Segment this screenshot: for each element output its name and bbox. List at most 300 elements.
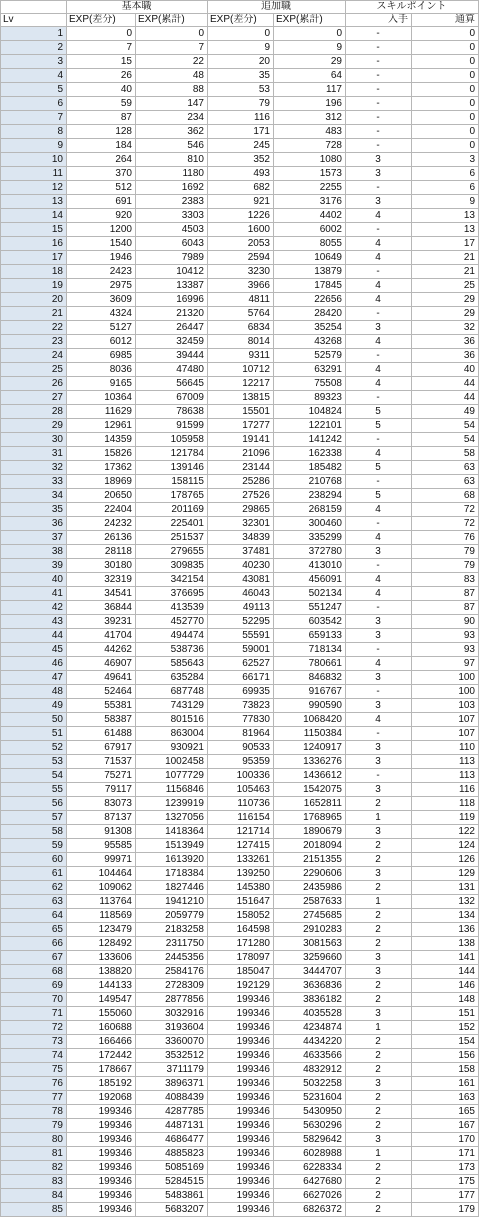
cell-basic-exp-total[interactable]: 5483861 — [136, 1189, 208, 1203]
cell-basic-exp-diff[interactable]: 87 — [67, 111, 136, 125]
cell-lv[interactable]: 20 — [1, 293, 67, 307]
cell-additional-exp-total[interactable]: 1768965 — [274, 811, 346, 825]
cell-basic-exp-total[interactable]: 251537 — [136, 531, 208, 545]
cell-skill-cumulative[interactable]: 93 — [412, 643, 479, 657]
cell-basic-exp-diff[interactable]: 12961 — [67, 419, 136, 433]
header-skill-obtain[interactable]: 入手 — [346, 14, 412, 27]
cell-basic-exp-total[interactable]: 1692 — [136, 181, 208, 195]
cell-skill-obtain[interactable]: 2 — [346, 1035, 412, 1049]
cell-additional-exp-diff[interactable]: 43081 — [208, 573, 274, 587]
cell-skill-cumulative[interactable]: 163 — [412, 1091, 479, 1105]
cell-basic-exp-total[interactable]: 5683207 — [136, 1203, 208, 1217]
cell-additional-exp-diff[interactable]: 1226 — [208, 209, 274, 223]
cell-skill-cumulative[interactable]: 13 — [412, 223, 479, 237]
cell-basic-exp-diff[interactable]: 192068 — [67, 1091, 136, 1105]
cell-skill-cumulative[interactable]: 170 — [412, 1133, 479, 1147]
cell-lv[interactable]: 30 — [1, 433, 67, 447]
cell-additional-exp-total[interactable]: 372780 — [274, 545, 346, 559]
cell-basic-exp-diff[interactable]: 1946 — [67, 251, 136, 265]
cell-skill-obtain[interactable]: 4 — [346, 531, 412, 545]
cell-additional-exp-diff[interactable]: 17277 — [208, 419, 274, 433]
cell-basic-exp-total[interactable]: 88 — [136, 83, 208, 97]
cell-additional-exp-diff[interactable]: 100336 — [208, 769, 274, 783]
cell-basic-exp-diff[interactable]: 199346 — [67, 1105, 136, 1119]
cell-basic-exp-total[interactable]: 3360070 — [136, 1035, 208, 1049]
cell-additional-exp-total[interactable]: 4434220 — [274, 1035, 346, 1049]
cell-skill-obtain[interactable]: 3 — [346, 867, 412, 881]
cell-lv[interactable]: 50 — [1, 713, 67, 727]
cell-basic-exp-total[interactable]: 2059779 — [136, 909, 208, 923]
cell-lv[interactable]: 73 — [1, 1035, 67, 1049]
cell-skill-obtain[interactable]: 4 — [346, 279, 412, 293]
cell-lv[interactable]: 45 — [1, 643, 67, 657]
cell-additional-exp-diff[interactable]: 199346 — [208, 1189, 274, 1203]
cell-additional-exp-diff[interactable]: 116 — [208, 111, 274, 125]
cell-skill-obtain[interactable]: 4 — [346, 587, 412, 601]
cell-additional-exp-total[interactable]: 22656 — [274, 293, 346, 307]
cell-lv[interactable]: 10 — [1, 153, 67, 167]
cell-basic-exp-diff[interactable]: 11629 — [67, 405, 136, 419]
cell-skill-cumulative[interactable]: 63 — [412, 475, 479, 489]
cell-skill-cumulative[interactable]: 54 — [412, 433, 479, 447]
cell-basic-exp-total[interactable]: 376695 — [136, 587, 208, 601]
cell-additional-exp-total[interactable]: 4234874 — [274, 1021, 346, 1035]
cell-lv[interactable]: 25 — [1, 363, 67, 377]
cell-additional-exp-total[interactable]: 1336276 — [274, 755, 346, 769]
cell-skill-cumulative[interactable]: 0 — [412, 125, 479, 139]
cell-skill-obtain[interactable]: 4 — [346, 657, 412, 671]
cell-skill-obtain[interactable]: 2 — [346, 1161, 412, 1175]
cell-skill-obtain[interactable]: 3 — [346, 153, 412, 167]
cell-basic-exp-total[interactable]: 1239919 — [136, 797, 208, 811]
cell-skill-obtain[interactable]: - — [346, 111, 412, 125]
cell-skill-cumulative[interactable]: 119 — [412, 811, 479, 825]
cell-basic-exp-diff[interactable]: 199346 — [67, 1203, 136, 1217]
cell-basic-exp-diff[interactable]: 18969 — [67, 475, 136, 489]
cell-basic-exp-diff[interactable]: 52464 — [67, 685, 136, 699]
cell-skill-obtain[interactable]: 4 — [346, 293, 412, 307]
cell-skill-cumulative[interactable]: 54 — [412, 419, 479, 433]
cell-basic-exp-total[interactable]: 863004 — [136, 727, 208, 741]
cell-skill-cumulative[interactable]: 148 — [412, 993, 479, 1007]
cell-additional-exp-total[interactable]: 2018094 — [274, 839, 346, 853]
cell-basic-exp-diff[interactable]: 49641 — [67, 671, 136, 685]
cell-basic-exp-total[interactable]: 2584176 — [136, 965, 208, 979]
header-additional-exp-total[interactable]: EXP(累計) — [274, 14, 346, 27]
cell-skill-cumulative[interactable]: 118 — [412, 797, 479, 811]
cell-additional-exp-diff[interactable]: 29865 — [208, 503, 274, 517]
cell-basic-exp-diff[interactable]: 178667 — [67, 1063, 136, 1077]
cell-basic-exp-total[interactable]: 4287785 — [136, 1105, 208, 1119]
cell-additional-exp-total[interactable]: 659133 — [274, 629, 346, 643]
cell-additional-exp-diff[interactable]: 145380 — [208, 881, 274, 895]
cell-skill-obtain[interactable]: 1 — [346, 1147, 412, 1161]
cell-additional-exp-total[interactable]: 990590 — [274, 699, 346, 713]
cell-basic-exp-diff[interactable]: 199346 — [67, 1189, 136, 1203]
cell-lv[interactable]: 8 — [1, 125, 67, 139]
cell-basic-exp-diff[interactable]: 185192 — [67, 1077, 136, 1091]
cell-skill-obtain[interactable]: 3 — [346, 965, 412, 979]
cell-basic-exp-diff[interactable]: 79117 — [67, 783, 136, 797]
cell-basic-exp-diff[interactable]: 9165 — [67, 377, 136, 391]
cell-skill-cumulative[interactable]: 134 — [412, 909, 479, 923]
cell-skill-cumulative[interactable]: 0 — [412, 69, 479, 83]
cell-basic-exp-total[interactable]: 3532512 — [136, 1049, 208, 1063]
cell-additional-exp-total[interactable]: 89323 — [274, 391, 346, 405]
cell-lv[interactable]: 19 — [1, 279, 67, 293]
cell-basic-exp-diff[interactable]: 199346 — [67, 1161, 136, 1175]
cell-additional-exp-total[interactable]: 1652811 — [274, 797, 346, 811]
cell-basic-exp-total[interactable]: 5284515 — [136, 1175, 208, 1189]
cell-additional-exp-diff[interactable]: 121714 — [208, 825, 274, 839]
cell-basic-exp-diff[interactable]: 26 — [67, 69, 136, 83]
cell-additional-exp-total[interactable]: 551247 — [274, 601, 346, 615]
cell-skill-cumulative[interactable]: 110 — [412, 741, 479, 755]
cell-basic-exp-total[interactable]: 1077729 — [136, 769, 208, 783]
cell-lv[interactable]: 35 — [1, 503, 67, 517]
cell-additional-exp-diff[interactable]: 34839 — [208, 531, 274, 545]
cell-basic-exp-diff[interactable]: 3609 — [67, 293, 136, 307]
cell-basic-exp-total[interactable]: 91599 — [136, 419, 208, 433]
cell-basic-exp-total[interactable]: 201169 — [136, 503, 208, 517]
cell-skill-cumulative[interactable]: 124 — [412, 839, 479, 853]
cell-skill-obtain[interactable]: - — [346, 727, 412, 741]
cell-additional-exp-diff[interactable]: 199346 — [208, 1091, 274, 1105]
cell-additional-exp-diff[interactable]: 921 — [208, 195, 274, 209]
cell-basic-exp-total[interactable]: 801516 — [136, 713, 208, 727]
cell-basic-exp-diff[interactable]: 160688 — [67, 1021, 136, 1035]
cell-additional-exp-diff[interactable]: 1600 — [208, 223, 274, 237]
cell-additional-exp-diff[interactable]: 79 — [208, 97, 274, 111]
cell-additional-exp-total[interactable]: 3259660 — [274, 951, 346, 965]
cell-basic-exp-total[interactable]: 413539 — [136, 601, 208, 615]
cell-basic-exp-total[interactable]: 47480 — [136, 363, 208, 377]
cell-basic-exp-total[interactable]: 105958 — [136, 433, 208, 447]
cell-additional-exp-diff[interactable]: 37481 — [208, 545, 274, 559]
cell-additional-exp-total[interactable]: 17845 — [274, 279, 346, 293]
cell-additional-exp-diff[interactable]: 171280 — [208, 937, 274, 951]
cell-basic-exp-total[interactable]: 78638 — [136, 405, 208, 419]
cell-additional-exp-total[interactable]: 1150384 — [274, 727, 346, 741]
cell-basic-exp-total[interactable]: 147 — [136, 97, 208, 111]
cell-additional-exp-diff[interactable]: 35 — [208, 69, 274, 83]
cell-basic-exp-diff[interactable]: 0 — [67, 27, 136, 41]
cell-basic-exp-diff[interactable]: 26136 — [67, 531, 136, 545]
cell-lv[interactable]: 32 — [1, 461, 67, 475]
header-corner[interactable] — [1, 1, 67, 14]
cell-basic-exp-diff[interactable]: 2423 — [67, 265, 136, 279]
cell-basic-exp-total[interactable]: 225401 — [136, 517, 208, 531]
cell-basic-exp-diff[interactable]: 95585 — [67, 839, 136, 853]
cell-additional-exp-total[interactable]: 141242 — [274, 433, 346, 447]
cell-additional-exp-diff[interactable]: 199346 — [208, 1161, 274, 1175]
cell-additional-exp-diff[interactable]: 185047 — [208, 965, 274, 979]
cell-additional-exp-total[interactable]: 413010 — [274, 559, 346, 573]
cell-basic-exp-total[interactable]: 2311750 — [136, 937, 208, 951]
cell-basic-exp-total[interactable]: 4487131 — [136, 1119, 208, 1133]
header-group-basic[interactable]: 基本職 — [67, 1, 208, 14]
cell-additional-exp-diff[interactable]: 13815 — [208, 391, 274, 405]
cell-basic-exp-total[interactable]: 1156846 — [136, 783, 208, 797]
cell-lv[interactable]: 22 — [1, 321, 67, 335]
cell-lv[interactable]: 42 — [1, 601, 67, 615]
cell-basic-exp-total[interactable]: 1327056 — [136, 811, 208, 825]
cell-skill-cumulative[interactable]: 0 — [412, 83, 479, 97]
cell-additional-exp-diff[interactable]: 2594 — [208, 251, 274, 265]
cell-additional-exp-total[interactable]: 185482 — [274, 461, 346, 475]
cell-lv[interactable]: 44 — [1, 629, 67, 643]
cell-additional-exp-diff[interactable]: 116154 — [208, 811, 274, 825]
cell-skill-obtain[interactable]: 2 — [346, 937, 412, 951]
cell-skill-cumulative[interactable]: 29 — [412, 293, 479, 307]
cell-skill-obtain[interactable]: 2 — [346, 1203, 412, 1217]
cell-skill-cumulative[interactable]: 6 — [412, 167, 479, 181]
cell-basic-exp-diff[interactable]: 87137 — [67, 811, 136, 825]
cell-basic-exp-diff[interactable]: 123479 — [67, 923, 136, 937]
cell-basic-exp-diff[interactable]: 6012 — [67, 335, 136, 349]
cell-additional-exp-diff[interactable]: 52295 — [208, 615, 274, 629]
cell-additional-exp-total[interactable]: 10649 — [274, 251, 346, 265]
cell-basic-exp-diff[interactable]: 199346 — [67, 1147, 136, 1161]
cell-lv[interactable]: 4 — [1, 69, 67, 83]
cell-lv[interactable]: 47 — [1, 671, 67, 685]
cell-skill-obtain[interactable]: 5 — [346, 461, 412, 475]
cell-skill-cumulative[interactable]: 21 — [412, 251, 479, 265]
cell-additional-exp-diff[interactable]: 9 — [208, 41, 274, 55]
cell-additional-exp-total[interactable]: 6228334 — [274, 1161, 346, 1175]
cell-basic-exp-diff[interactable]: 59 — [67, 97, 136, 111]
cell-skill-obtain[interactable]: 2 — [346, 839, 412, 853]
cell-additional-exp-total[interactable]: 728 — [274, 139, 346, 153]
cell-basic-exp-diff[interactable]: 41704 — [67, 629, 136, 643]
cell-basic-exp-total[interactable]: 1180 — [136, 167, 208, 181]
cell-skill-obtain[interactable]: - — [346, 685, 412, 699]
cell-skill-cumulative[interactable]: 107 — [412, 727, 479, 741]
cell-additional-exp-diff[interactable]: 55591 — [208, 629, 274, 643]
cell-basic-exp-diff[interactable]: 172442 — [67, 1049, 136, 1063]
cell-additional-exp-total[interactable]: 5032258 — [274, 1077, 346, 1091]
cell-additional-exp-total[interactable]: 335299 — [274, 531, 346, 545]
cell-additional-exp-total[interactable]: 43268 — [274, 335, 346, 349]
cell-lv[interactable]: 34 — [1, 489, 67, 503]
cell-basic-exp-total[interactable]: 22 — [136, 55, 208, 69]
cell-skill-cumulative[interactable]: 36 — [412, 335, 479, 349]
cell-additional-exp-diff[interactable]: 199346 — [208, 1049, 274, 1063]
cell-additional-exp-diff[interactable]: 95359 — [208, 755, 274, 769]
cell-additional-exp-diff[interactable]: 164598 — [208, 923, 274, 937]
cell-additional-exp-diff[interactable]: 199346 — [208, 1147, 274, 1161]
cell-additional-exp-total[interactable]: 312 — [274, 111, 346, 125]
cell-basic-exp-total[interactable]: 585643 — [136, 657, 208, 671]
cell-lv[interactable]: 27 — [1, 391, 67, 405]
cell-basic-exp-total[interactable]: 362 — [136, 125, 208, 139]
cell-additional-exp-total[interactable]: 718134 — [274, 643, 346, 657]
cell-basic-exp-total[interactable]: 546 — [136, 139, 208, 153]
cell-basic-exp-diff[interactable]: 75271 — [67, 769, 136, 783]
cell-additional-exp-diff[interactable]: 66171 — [208, 671, 274, 685]
cell-lv[interactable]: 65 — [1, 923, 67, 937]
cell-basic-exp-total[interactable]: 26447 — [136, 321, 208, 335]
cell-additional-exp-total[interactable]: 780661 — [274, 657, 346, 671]
cell-basic-exp-diff[interactable]: 32319 — [67, 573, 136, 587]
cell-lv[interactable]: 12 — [1, 181, 67, 195]
cell-basic-exp-total[interactable]: 39444 — [136, 349, 208, 363]
cell-basic-exp-diff[interactable]: 128492 — [67, 937, 136, 951]
cell-skill-obtain[interactable]: 2 — [346, 1119, 412, 1133]
cell-skill-cumulative[interactable]: 158 — [412, 1063, 479, 1077]
cell-lv[interactable]: 85 — [1, 1203, 67, 1217]
cell-lv[interactable]: 62 — [1, 881, 67, 895]
cell-basic-exp-total[interactable]: 7989 — [136, 251, 208, 265]
cell-basic-exp-total[interactable]: 2877856 — [136, 993, 208, 1007]
cell-additional-exp-total[interactable]: 4035528 — [274, 1007, 346, 1021]
cell-skill-cumulative[interactable]: 87 — [412, 601, 479, 615]
cell-basic-exp-total[interactable]: 3032916 — [136, 1007, 208, 1021]
cell-lv[interactable]: 67 — [1, 951, 67, 965]
cell-additional-exp-diff[interactable]: 199346 — [208, 1035, 274, 1049]
cell-basic-exp-diff[interactable]: 133606 — [67, 951, 136, 965]
cell-additional-exp-total[interactable]: 1542075 — [274, 783, 346, 797]
cell-additional-exp-diff[interactable]: 23144 — [208, 461, 274, 475]
cell-skill-cumulative[interactable]: 113 — [412, 769, 479, 783]
cell-basic-exp-diff[interactable]: 109062 — [67, 881, 136, 895]
cell-lv[interactable]: 69 — [1, 979, 67, 993]
cell-skill-obtain[interactable]: 4 — [346, 251, 412, 265]
cell-basic-exp-diff[interactable]: 128 — [67, 125, 136, 139]
cell-additional-exp-diff[interactable]: 199346 — [208, 1007, 274, 1021]
cell-basic-exp-total[interactable]: 4686477 — [136, 1133, 208, 1147]
cell-lv[interactable]: 82 — [1, 1161, 67, 1175]
cell-skill-obtain[interactable]: 2 — [346, 1091, 412, 1105]
cell-basic-exp-total[interactable]: 1513949 — [136, 839, 208, 853]
cell-lv[interactable]: 58 — [1, 825, 67, 839]
cell-skill-cumulative[interactable]: 154 — [412, 1035, 479, 1049]
cell-skill-cumulative[interactable]: 29 — [412, 307, 479, 321]
cell-lv[interactable]: 24 — [1, 349, 67, 363]
cell-skill-obtain[interactable]: - — [346, 181, 412, 195]
cell-lv[interactable]: 18 — [1, 265, 67, 279]
cell-additional-exp-total[interactable]: 300460 — [274, 517, 346, 531]
cell-basic-exp-total[interactable]: 139146 — [136, 461, 208, 475]
cell-basic-exp-diff[interactable]: 144133 — [67, 979, 136, 993]
cell-additional-exp-diff[interactable]: 5764 — [208, 307, 274, 321]
cell-additional-exp-diff[interactable]: 81964 — [208, 727, 274, 741]
cell-basic-exp-total[interactable]: 494474 — [136, 629, 208, 643]
cell-basic-exp-diff[interactable]: 15826 — [67, 447, 136, 461]
cell-additional-exp-total[interactable]: 238294 — [274, 489, 346, 503]
cell-skill-obtain[interactable]: 3 — [346, 671, 412, 685]
cell-skill-obtain[interactable]: 4 — [346, 447, 412, 461]
cell-skill-cumulative[interactable]: 146 — [412, 979, 479, 993]
cell-skill-obtain[interactable]: - — [346, 391, 412, 405]
cell-skill-obtain[interactable]: 3 — [346, 783, 412, 797]
cell-basic-exp-total[interactable]: 4503 — [136, 223, 208, 237]
cell-basic-exp-total[interactable]: 21320 — [136, 307, 208, 321]
cell-lv[interactable]: 38 — [1, 545, 67, 559]
cell-skill-obtain[interactable]: 4 — [346, 363, 412, 377]
cell-lv[interactable]: 3 — [1, 55, 67, 69]
cell-lv[interactable]: 83 — [1, 1175, 67, 1189]
cell-skill-obtain[interactable]: 4 — [346, 209, 412, 223]
cell-additional-exp-diff[interactable]: 3966 — [208, 279, 274, 293]
cell-additional-exp-diff[interactable]: 19141 — [208, 433, 274, 447]
header-basic-exp-diff[interactable]: EXP(差分) — [67, 14, 136, 27]
cell-skill-obtain[interactable]: 3 — [346, 195, 412, 209]
cell-additional-exp-total[interactable]: 64 — [274, 69, 346, 83]
cell-basic-exp-total[interactable]: 4885823 — [136, 1147, 208, 1161]
cell-basic-exp-total[interactable]: 309835 — [136, 559, 208, 573]
cell-additional-exp-total[interactable]: 6826372 — [274, 1203, 346, 1217]
cell-skill-cumulative[interactable]: 6 — [412, 181, 479, 195]
cell-skill-obtain[interactable]: 4 — [346, 503, 412, 517]
cell-basic-exp-total[interactable]: 538736 — [136, 643, 208, 657]
cell-skill-cumulative[interactable]: 100 — [412, 685, 479, 699]
cell-basic-exp-total[interactable]: 7 — [136, 41, 208, 55]
cell-additional-exp-diff[interactable]: 21096 — [208, 447, 274, 461]
cell-lv[interactable]: 59 — [1, 839, 67, 853]
cell-skill-cumulative[interactable]: 138 — [412, 937, 479, 951]
cell-lv[interactable]: 80 — [1, 1133, 67, 1147]
cell-basic-exp-diff[interactable]: 39231 — [67, 615, 136, 629]
cell-additional-exp-diff[interactable]: 2053 — [208, 237, 274, 251]
cell-skill-obtain[interactable]: - — [346, 125, 412, 139]
cell-additional-exp-diff[interactable]: 199346 — [208, 1203, 274, 1217]
cell-basic-exp-diff[interactable]: 22404 — [67, 503, 136, 517]
cell-lv[interactable]: 43 — [1, 615, 67, 629]
cell-skill-cumulative[interactable]: 131 — [412, 881, 479, 895]
cell-skill-cumulative[interactable]: 177 — [412, 1189, 479, 1203]
cell-lv[interactable]: 75 — [1, 1063, 67, 1077]
cell-skill-obtain[interactable]: - — [346, 83, 412, 97]
cell-basic-exp-diff[interactable]: 104464 — [67, 867, 136, 881]
cell-additional-exp-total[interactable]: 0 — [274, 27, 346, 41]
cell-basic-exp-diff[interactable]: 155060 — [67, 1007, 136, 1021]
cell-basic-exp-diff[interactable]: 166466 — [67, 1035, 136, 1049]
cell-basic-exp-diff[interactable]: 20650 — [67, 489, 136, 503]
header-lv[interactable]: Lv — [1, 14, 67, 27]
cell-basic-exp-total[interactable]: 1002458 — [136, 755, 208, 769]
cell-basic-exp-total[interactable]: 2383 — [136, 195, 208, 209]
cell-skill-obtain[interactable]: - — [346, 41, 412, 55]
cell-basic-exp-total[interactable]: 930921 — [136, 741, 208, 755]
cell-skill-obtain[interactable]: 4 — [346, 713, 412, 727]
cell-additional-exp-diff[interactable]: 139250 — [208, 867, 274, 881]
cell-additional-exp-total[interactable]: 603542 — [274, 615, 346, 629]
cell-additional-exp-diff[interactable]: 158052 — [208, 909, 274, 923]
cell-skill-obtain[interactable]: 5 — [346, 489, 412, 503]
cell-additional-exp-total[interactable]: 846832 — [274, 671, 346, 685]
cell-skill-obtain[interactable]: 5 — [346, 405, 412, 419]
cell-skill-cumulative[interactable]: 25 — [412, 279, 479, 293]
cell-additional-exp-diff[interactable]: 4811 — [208, 293, 274, 307]
cell-skill-cumulative[interactable]: 72 — [412, 503, 479, 517]
cell-additional-exp-total[interactable]: 35254 — [274, 321, 346, 335]
cell-skill-obtain[interactable]: 2 — [346, 1049, 412, 1063]
cell-additional-exp-diff[interactable]: 151647 — [208, 895, 274, 909]
cell-skill-obtain[interactable]: 2 — [346, 853, 412, 867]
cell-skill-obtain[interactable]: 3 — [346, 1077, 412, 1091]
cell-lv[interactable]: 37 — [1, 531, 67, 545]
cell-lv[interactable]: 51 — [1, 727, 67, 741]
cell-skill-obtain[interactable]: 3 — [346, 167, 412, 181]
cell-skill-cumulative[interactable]: 9 — [412, 195, 479, 209]
cell-additional-exp-diff[interactable]: 3230 — [208, 265, 274, 279]
cell-basic-exp-diff[interactable]: 10364 — [67, 391, 136, 405]
cell-lv[interactable]: 11 — [1, 167, 67, 181]
cell-skill-obtain[interactable]: 3 — [346, 755, 412, 769]
cell-lv[interactable]: 40 — [1, 573, 67, 587]
cell-skill-cumulative[interactable]: 141 — [412, 951, 479, 965]
